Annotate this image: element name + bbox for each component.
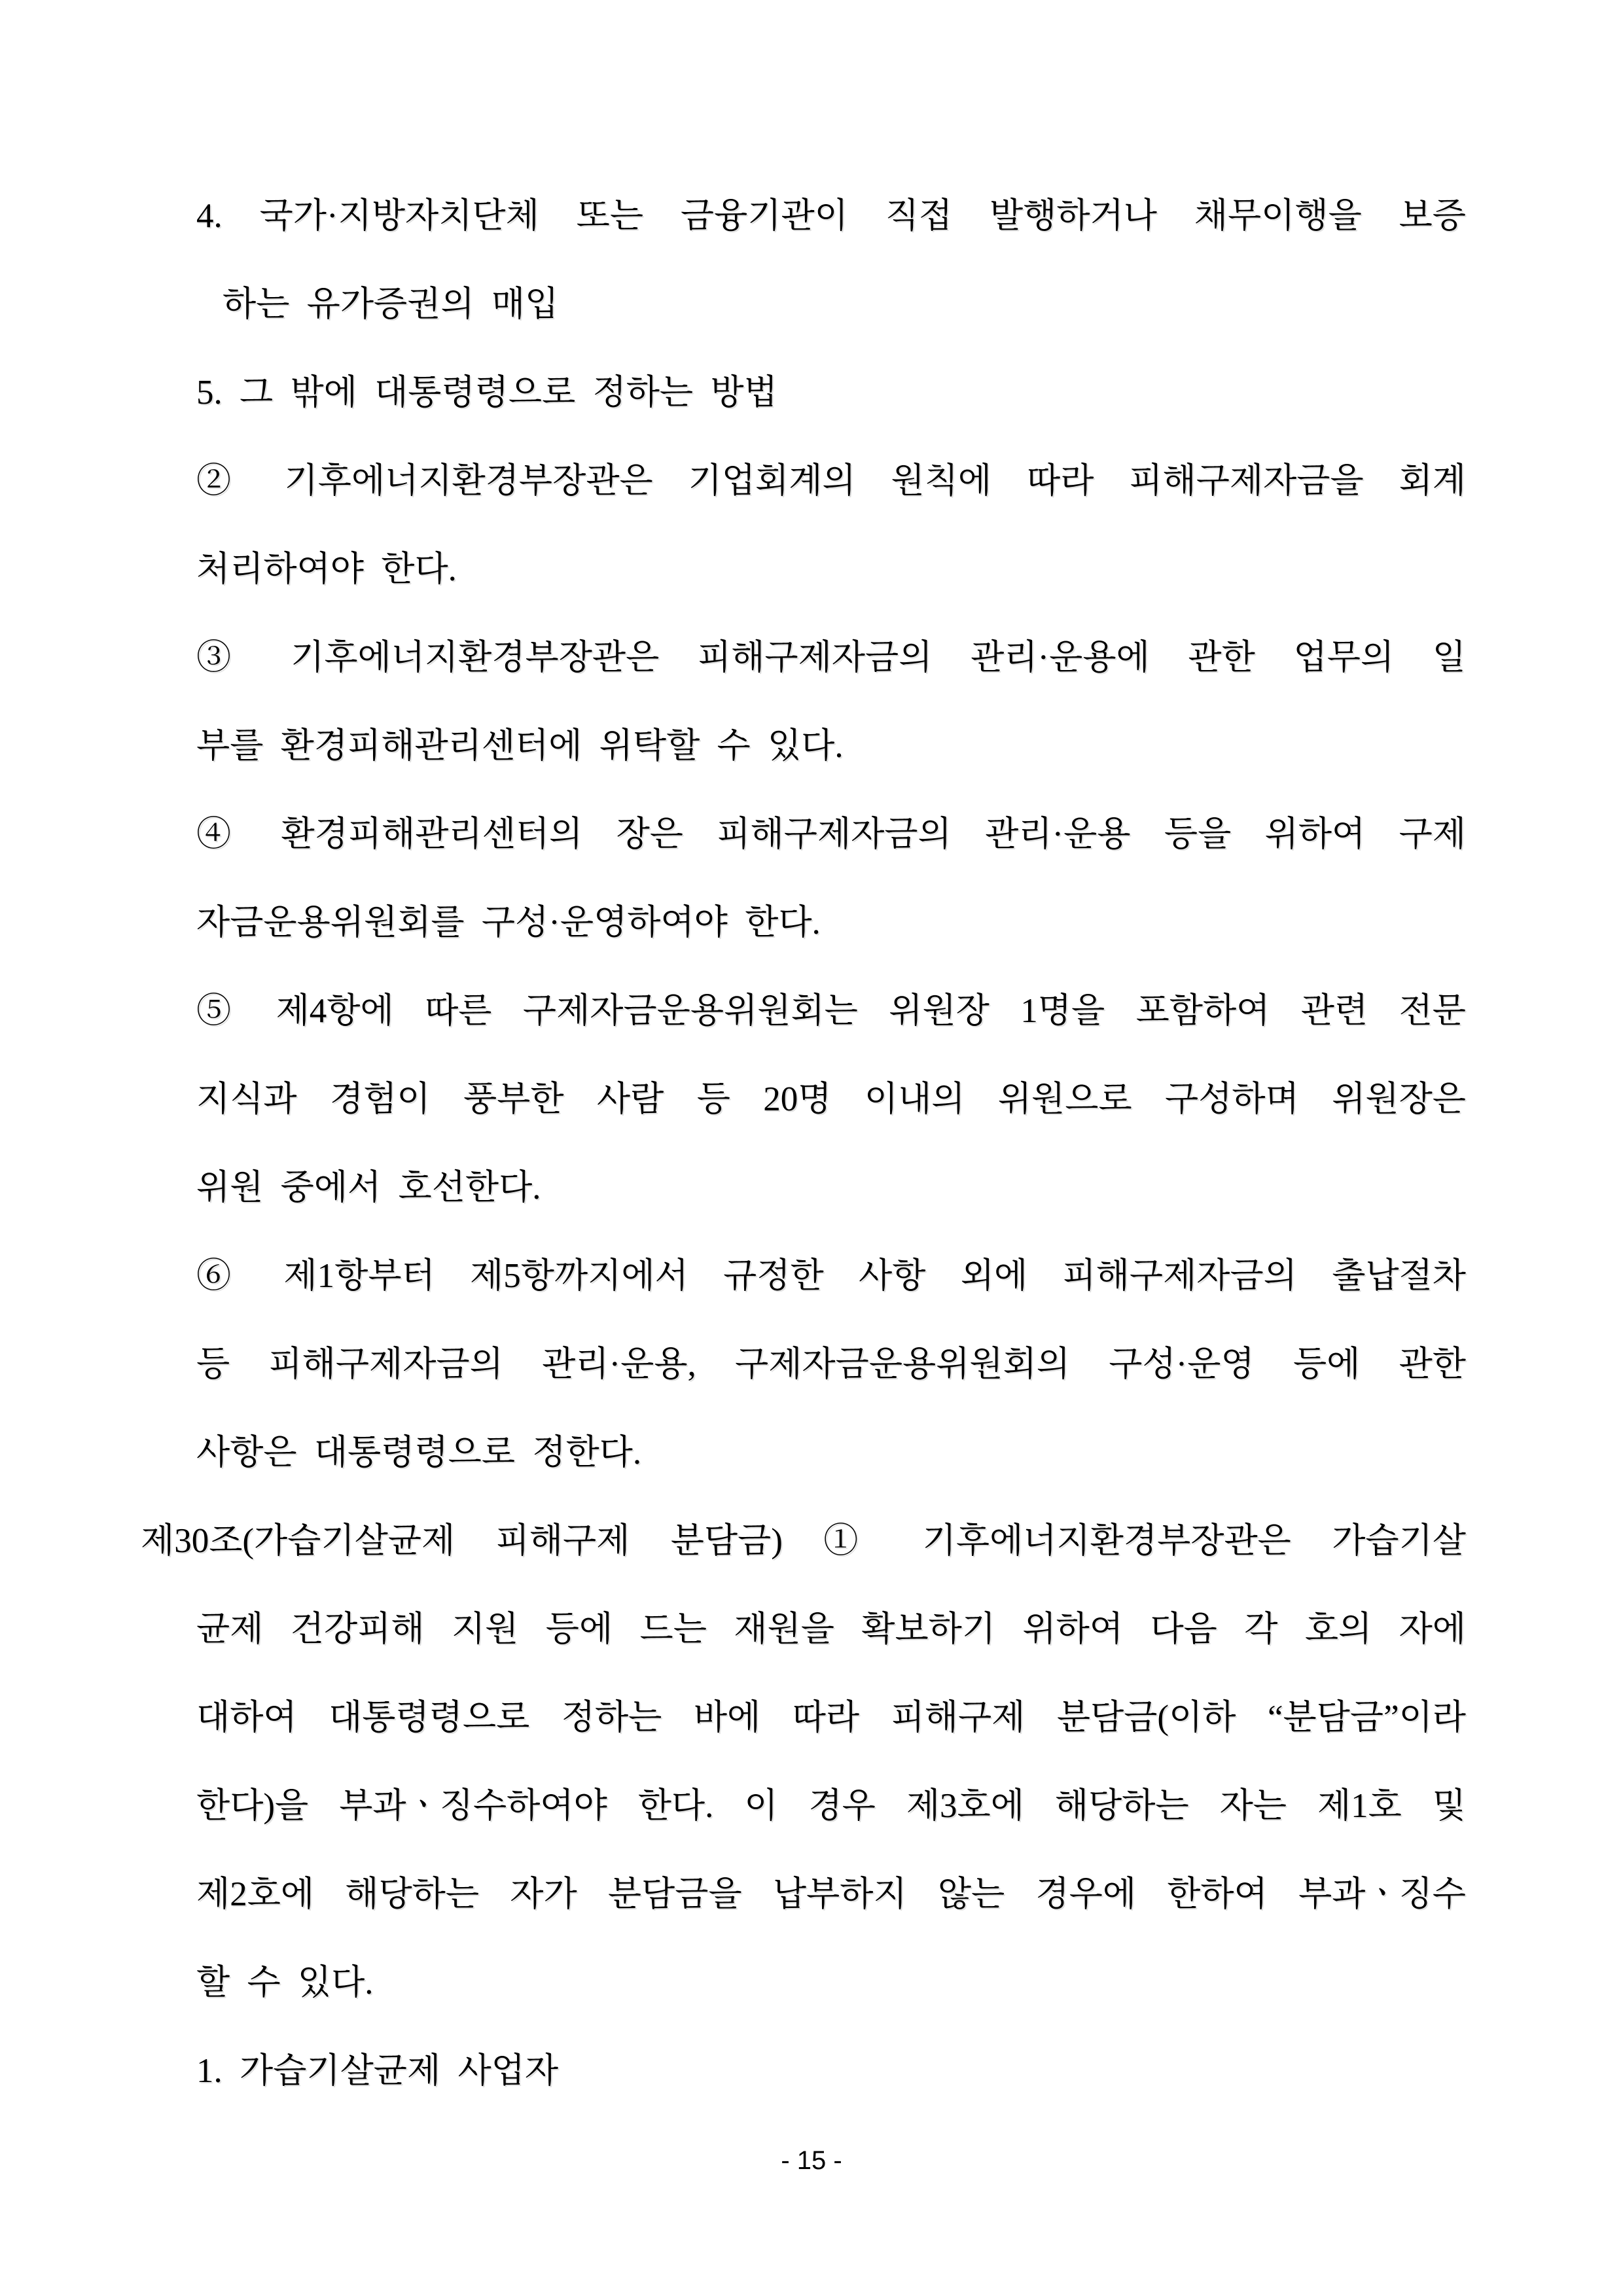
text-line-12: 위원 중에서 호선한다.: [196, 1169, 541, 1207]
page-number: - 15 -: [781, 2146, 842, 2175]
text-line-17: 균제 건강피해 지원 등에 드는 재원을 확보하기 위하여 다음 각 호의 자에: [196, 1610, 1466, 1648]
text-line-3: 5. 그 밖에 대통령령으로 정하는 방법: [196, 374, 777, 412]
text-line-4: ② 기후에너지환경부장관은 기업회계의 원칙에 따라 피해구제자금을 회계: [196, 462, 1466, 500]
text-line-16: 제30조(가습기살균제 피해구제 분담금) ① 기후에너지환경부장관은 가습기살: [141, 1522, 1466, 1560]
text-line-13: ⑥ 제1항부터 제5항까지에서 규정한 사항 외에 피해구제자금의 출납절차: [196, 1257, 1466, 1295]
text-line-2: 하는 유가증권의 매입: [223, 285, 559, 323]
text-line-14: 등 피해구제자금의 관리·운용, 구제자금운용위원회의 구성·운영 등에 관한: [196, 1345, 1466, 1383]
text-line-10: ⑤ 제4항에 따른 구제자금운용위원회는 위원장 1명을 포함하여 관련 전문: [196, 992, 1466, 1030]
text-line-19: 한다)을 부과ㆍ징수하여야 한다. 이 경우 제3호에 해당하는 자는 제1호 및: [196, 1787, 1466, 1825]
text-line-22: 1. 가습기살균제 사업자: [196, 2052, 559, 2090]
text-line-20: 제2호에 해당하는 자가 분담금을 납부하지 않는 경우에 한하여 부과ㆍ징수: [196, 1875, 1466, 1913]
text-line-7: 부를 환경피해관리센터에 위탁할 수 있다.: [196, 727, 844, 765]
text-line-6: ③ 기후에너지환경부장관은 피해구제자금의 관리·운용에 관한 업무의 일: [196, 639, 1466, 677]
text-line-8: ④ 환경피해관리센터의 장은 피해구제자금의 관리·운용 등을 위하여 구제: [196, 815, 1466, 853]
text-line-1: 4. 국가·지방자치단체 또는 금융기관이 직접 발행하거나 채무이행을 보증: [196, 197, 1466, 235]
text-line-11: 지식과 경험이 풍부한 사람 등 20명 이내의 위원으로 구성하며 위원장은: [196, 1080, 1466, 1118]
text-line-15: 사항은 대통령령으로 정한다.: [196, 1434, 642, 1472]
text-line-9: 자금운용위원회를 구성·운영하여야 한다.: [196, 904, 821, 942]
text-line-5: 처리하여야 한다.: [196, 550, 457, 588]
document-text-block: [141, 172, 1466, 2115]
text-line-18: 대하여 대통령령으로 정하는 바에 따라 피해구제 분담금(이하 “분담금”이라: [196, 1699, 1466, 1737]
text-line-21: 할 수 있다.: [196, 1964, 374, 2002]
